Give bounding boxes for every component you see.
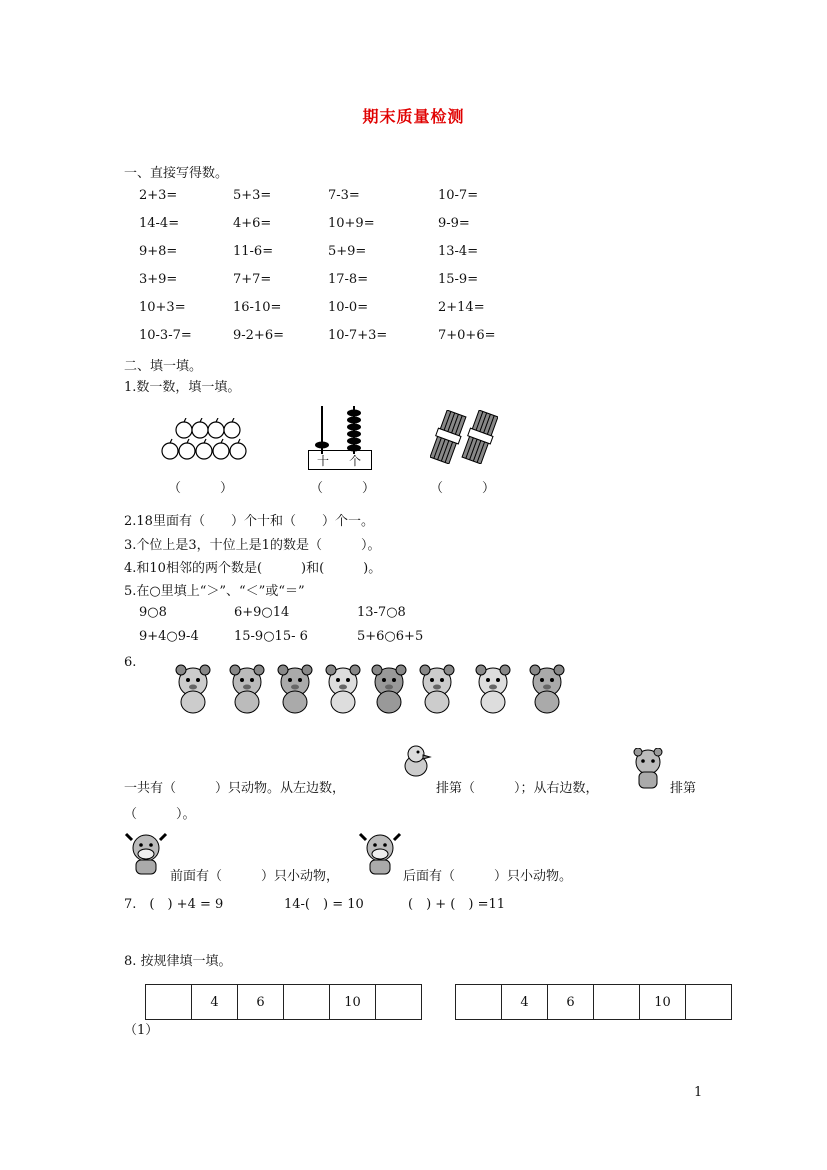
- seq1-cell: 4: [192, 985, 238, 1020]
- seq2-cell[interactable]: [456, 985, 502, 1020]
- comparison-item: 15-9○15- 6: [234, 629, 308, 644]
- abacus-rods: [308, 404, 372, 454]
- sheep-icon: [320, 664, 366, 720]
- sequence-table-2: [455, 984, 732, 1020]
- answer-blank-apples[interactable]: （ ）: [168, 481, 234, 496]
- sequence-table-1: [145, 984, 422, 1020]
- q8-sub-label: （1）: [124, 1023, 159, 1038]
- ox-icon: [124, 830, 168, 880]
- duck-icon: [398, 744, 434, 784]
- calc-item: 10-7=: [438, 188, 479, 203]
- calc-item: 15-9=: [438, 272, 479, 287]
- calc-item: 9+8=: [139, 244, 178, 259]
- question-2: 2.18里面有（ ）个十和（ ）个一。: [124, 514, 374, 529]
- calc-item: 9-9=: [438, 216, 470, 231]
- calc-item: 14-4=: [139, 216, 180, 231]
- question-5: 5.在○里填上“＞”、“＜”或“＝”: [124, 584, 305, 599]
- page-title: 期末质量检测: [362, 107, 465, 126]
- tiger-icon: [272, 664, 318, 720]
- seq2-cell[interactable]: [686, 985, 732, 1020]
- abacus-base: [308, 450, 372, 470]
- q6-text-b: 排第（ ）；从右边数，: [436, 781, 599, 796]
- answer-blank-abacus[interactable]: （ ）: [310, 481, 376, 496]
- calc-item: 11-6=: [233, 244, 274, 259]
- calc-item: 2+14=: [438, 300, 485, 315]
- calc-item: 10-7+3=: [328, 328, 388, 343]
- calc-item: 2+3=: [139, 188, 178, 203]
- calc-item: 7+0+6=: [438, 328, 496, 343]
- section2-heading: 二、填一填。: [124, 359, 203, 374]
- section1-heading: 一、直接写得数。: [124, 166, 229, 181]
- ox-icon: [358, 830, 402, 880]
- calc-item: 7+7=: [233, 272, 272, 287]
- question-1: 1.数一数，填一填。: [124, 380, 241, 395]
- calc-item: 10+9=: [328, 216, 375, 231]
- question-6: 6.: [124, 655, 137, 670]
- answer-blank-bundles[interactable]: （ ）: [430, 481, 496, 496]
- calc-item: 5+3=: [233, 188, 272, 203]
- calc-item: 3+9=: [139, 272, 178, 287]
- abacus-label-ones: 个: [349, 454, 362, 468]
- pig-icon: [224, 664, 270, 720]
- q7-part-2: 14-( ) = 10: [284, 897, 364, 912]
- calc-item: 17-8=: [328, 272, 369, 287]
- seq1-cell[interactable]: [376, 985, 422, 1020]
- tiger-icon: [630, 748, 666, 794]
- stick-bundles-picture: [430, 410, 498, 464]
- seq1-cell[interactable]: [284, 985, 330, 1020]
- seq2-cell[interactable]: [594, 985, 640, 1020]
- calc-item: 10+3=: [139, 300, 186, 315]
- question-4: 4.和10相邻的两个数是( )和( )。: [124, 561, 382, 576]
- comparison-item: 6+9○14: [234, 605, 290, 620]
- question-3: 3.个位上是3，十位上是1的数是（ ）。: [124, 538, 381, 553]
- comparison-item: 5+6○6+5: [357, 629, 424, 644]
- q6-text-d: （ ）。: [124, 807, 196, 822]
- seq2-cell: 4: [502, 985, 548, 1020]
- calc-item: 9-2+6=: [233, 328, 284, 343]
- calc-item: 5+9=: [328, 244, 367, 259]
- calc-item: 7-3=: [328, 188, 360, 203]
- duck-icon: [414, 664, 460, 720]
- rabbit-icon: [170, 664, 216, 720]
- q7-part-3: ( ) + ( ) =11: [408, 897, 506, 912]
- abacus-picture: [308, 404, 372, 470]
- q6-text-e: 前面有（ ）只小动物，: [170, 869, 340, 884]
- seq1-cell[interactable]: [146, 985, 192, 1020]
- question-8: 8. 按规律填一填。: [124, 954, 232, 969]
- q6-text-f: 后面有（ ）只小动物。: [403, 869, 573, 884]
- q7-part-1: 7. ( ) +4 = 9: [124, 897, 224, 912]
- comparison-item: 9+4○9-4: [139, 629, 199, 644]
- calc-item: 10-3-7=: [139, 328, 192, 343]
- mouse-icon: [470, 664, 516, 720]
- q6-text-a: 一共有（ ）只动物。从左边数，: [124, 781, 346, 796]
- seq1-cell: 6: [238, 985, 284, 1020]
- abacus-label-tens: 十: [317, 454, 330, 468]
- seq2-cell: 10: [640, 985, 686, 1020]
- calc-item: 4+6=: [233, 216, 272, 231]
- seq2-cell: 6: [548, 985, 594, 1020]
- q6-text-c: 排第: [670, 781, 697, 796]
- apples-picture: [160, 418, 252, 464]
- seq1-cell: 10: [330, 985, 376, 1020]
- monkey-icon: [524, 664, 570, 720]
- comparison-item: 9○8: [139, 605, 167, 620]
- calc-item: 13-4=: [438, 244, 479, 259]
- page-number: 1: [694, 1085, 703, 1100]
- comparison-item: 13-7○8: [357, 605, 406, 620]
- calc-item: 10-0=: [328, 300, 369, 315]
- ox-icon: [366, 664, 412, 720]
- calc-item: 16-10=: [233, 300, 282, 315]
